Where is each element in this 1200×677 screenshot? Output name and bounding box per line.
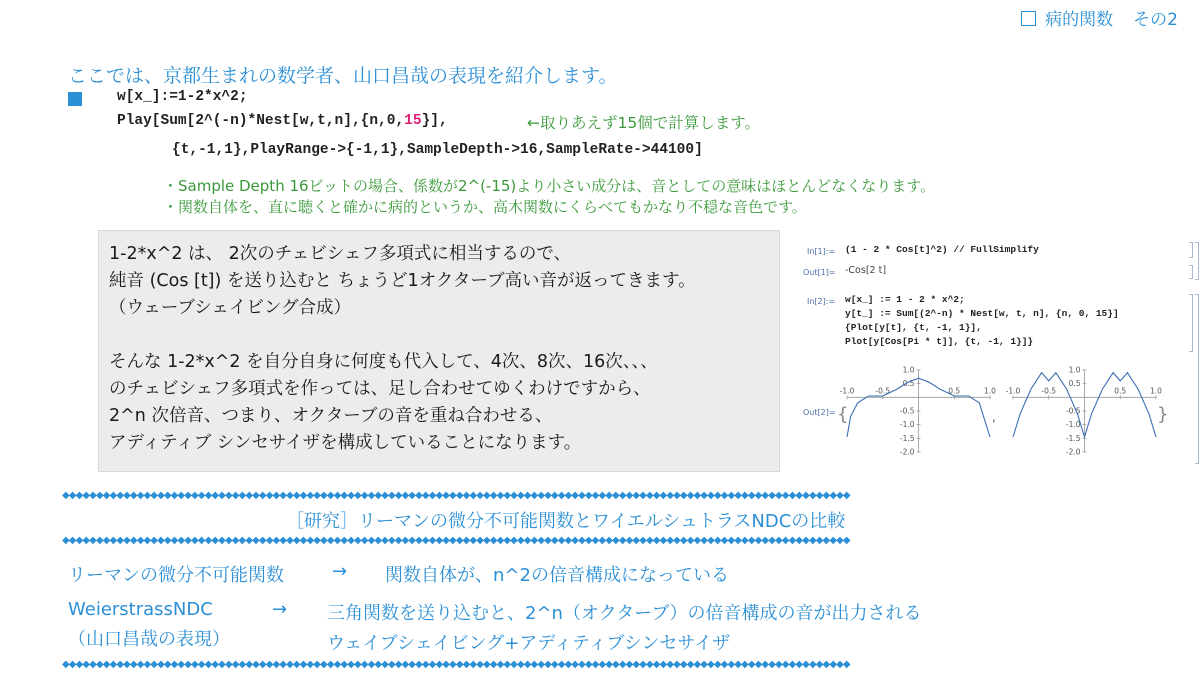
y-tick-label: -2.0 <box>899 447 915 457</box>
code-highlight-number: 15 <box>404 113 422 129</box>
square-bullet-icon <box>68 92 82 106</box>
y-tick-label: -0.5 <box>899 406 915 416</box>
code-line-1: w[x_]:=1-2*x^2; <box>117 89 248 105</box>
y-tick-label: -1.5 <box>899 433 915 443</box>
notebook-input-line: y[t_] := Sum[(2^-n) * Nest[w, t, n], {n, 0, 15}] <box>845 308 1119 319</box>
explanation-line: 1-2*x^2 は、 2次のチェビシェフ多項式に相当するので、 <box>109 244 572 264</box>
slide-header <box>1021 5 1178 30</box>
code-line-3: {t,-1,1},PlayRange->{-1,1},SampleDepth->16,SampleRate->44100] <box>172 142 703 158</box>
code-line-2-start: Play[Sum[2^(-n)*Nest[w,t,n],{n,0, <box>117 113 405 129</box>
comparison-desc: 関数自体が、n^2の倍音構成になっている <box>385 565 729 586</box>
explanation-line: そんな 1-2*x^2 を自分自身に何度も代入して、4次、8次、16次、、、 <box>109 352 658 372</box>
note-item: ・Sample Depth 16ビットの場合、係数が2^(-15)より小さい成分は、音としての意味はほとんどなくなります。 <box>163 177 936 195</box>
header-subtitle: その2 <box>1133 10 1178 30</box>
code-comment: ←取りあえず15個で計算します。 <box>527 114 760 132</box>
explanation-line: アディティブ シンセサイザを構成していることになります。 <box>109 433 582 453</box>
output-label: Out[2]= <box>803 408 836 417</box>
notebook-input: (1 - 2 * Cos[t]^2) // FullSimplify <box>845 244 1039 255</box>
comma-separator: , <box>992 410 996 424</box>
comparison-desc-sub: ウェイブシェイビング+アディティブシンセサイザ <box>327 633 731 654</box>
x-tick-label: -0.5 <box>1041 386 1057 396</box>
cell-bracket[interactable] <box>1189 294 1193 352</box>
notebook-output: -Cos[2 t] <box>845 265 887 276</box>
checkbox-square-icon <box>1021 11 1036 26</box>
notebook-input-line: {Plot[y[t], {t, -1, 1}], <box>845 322 982 333</box>
plot-output <box>795 240 1185 470</box>
diamond-divider: ◆◆◆◆◆◆◆◆◆◆◆◆◆◆◆◆◆◆◆◆◆◆◆◆◆◆◆◆◆◆◆◆◆◆◆◆◆◆◆◆◆◆◆◆◆◆◆◆◆◆◆◆◆◆◆◆◆◆◆◆◆◆◆◆◆◆◆◆◆◆◆◆◆◆◆◆◆◆◆◆◆◆◆◆◆◆◆◆◆◆◆◆◆◆◆◆◆◆◆◆◆◆◆◆◆◆◆◆◆◆◆◆◆◆◆◆ <box>62 535 850 546</box>
research-heading: ［研究］リーマンの微分不可能関数とワイエルシュトラスNDCの比較 <box>286 511 846 532</box>
y-tick-label: -1.0 <box>1065 420 1081 430</box>
y-tick-label: -1.5 <box>1065 433 1081 443</box>
plot-1 <box>840 366 997 457</box>
cell-bracket[interactable] <box>1189 265 1193 279</box>
comparison-name: WeierstrassNDC <box>68 599 213 620</box>
notebook-input-line: Plot[y[Cos[Pi * t]], {t, -1, 1}]} <box>845 336 1034 347</box>
y-tick-label: 0.5 <box>1068 379 1081 389</box>
x-tick-label: 0.5 <box>948 386 961 396</box>
explanation-panel <box>98 230 780 472</box>
y-tick-label: -1.0 <box>899 420 915 430</box>
header-title: 病的関数 <box>1045 10 1114 30</box>
y-tick-label: -0.5 <box>1065 406 1081 416</box>
brace-close: } <box>1157 404 1169 425</box>
note-item: ・関数自体を、直に聴くと確かに病的というか、高木関数にくらべてもかなり不穏な音色です。 <box>163 198 807 216</box>
x-tick-label: 1.0 <box>1150 386 1162 396</box>
x-tick-label: -1.0 <box>839 386 855 396</box>
explanation-line: 純音 (Cos [t]) を送り込むと ちょうど1オクターブ高い音が返ってきます。 <box>109 271 696 291</box>
x-tick-label: -0.5 <box>875 386 891 396</box>
x-tick-label: -1.0 <box>1005 386 1021 396</box>
input-label: In[1]:= <box>807 247 836 256</box>
x-tick-label: 0.5 <box>1114 386 1127 396</box>
cell-bracket[interactable] <box>1189 242 1193 258</box>
diamond-divider: ◆◆◆◆◆◆◆◆◆◆◆◆◆◆◆◆◆◆◆◆◆◆◆◆◆◆◆◆◆◆◆◆◆◆◆◆◆◆◆◆◆◆◆◆◆◆◆◆◆◆◆◆◆◆◆◆◆◆◆◆◆◆◆◆◆◆◆◆◆◆◆◆◆◆◆◆◆◆◆◆◆◆◆◆◆◆◆◆◆◆◆◆◆◆◆◆◆◆◆◆◆◆◆◆◆◆◆◆◆◆◆◆◆◆◆◆ <box>62 659 850 670</box>
comparison-name-sub: （山口昌哉の表現） <box>68 629 230 650</box>
cell-group-bracket[interactable] <box>1195 242 1199 280</box>
explanation-line: のチェビシェフ多項式を作っては、足し合わせてゆくわけですから、 <box>109 379 651 399</box>
code-line-2-end: }], <box>421 113 448 129</box>
comparison-name: リーマンの微分不可能関数 <box>68 565 284 586</box>
comparison-desc: 三角関数を送り込むと、2^n（オクターブ）の倍音構成の音が出力される <box>327 603 922 624</box>
input-label: In[2]:= <box>807 297 836 306</box>
arrow-right-icon: → <box>272 599 288 620</box>
output-label: Out[1]= <box>803 268 836 277</box>
brace-open: { <box>837 404 849 425</box>
plot-2 <box>1006 366 1163 457</box>
y-tick-label: 1.0 <box>1068 365 1081 375</box>
cell-group-bracket[interactable] <box>1195 294 1199 464</box>
notebook-screenshot <box>795 240 1200 470</box>
arrow-right-icon: → <box>332 561 348 582</box>
y-tick-label: 0.5 <box>902 379 915 389</box>
diamond-divider: ◆◆◆◆◆◆◆◆◆◆◆◆◆◆◆◆◆◆◆◆◆◆◆◆◆◆◆◆◆◆◆◆◆◆◆◆◆◆◆◆◆◆◆◆◆◆◆◆◆◆◆◆◆◆◆◆◆◆◆◆◆◆◆◆◆◆◆◆◆◆◆◆◆◆◆◆◆◆◆◆◆◆◆◆◆◆◆◆◆◆◆◆◆◆◆◆◆◆◆◆◆◆◆◆◆◆◆◆◆◆◆◆◆◆◆◆ <box>62 490 850 501</box>
explanation-line: （ウェーブシェイビング合成） <box>109 298 352 318</box>
intro-text: ここでは、京都生まれの数学者、山口昌哉の表現を紹介します。 <box>68 65 618 87</box>
y-tick-label: -2.0 <box>1065 447 1081 457</box>
y-tick-label: 1.0 <box>902 365 915 375</box>
notebook-input-line: w[x_] := 1 - 2 * x^2; <box>845 294 965 305</box>
x-tick-label: 1.0 <box>984 386 996 396</box>
explanation-line: 2^n 次倍音、つまり、オクターブの音を重ね合わせる、 <box>109 406 553 426</box>
code-line-2 <box>117 113 448 129</box>
